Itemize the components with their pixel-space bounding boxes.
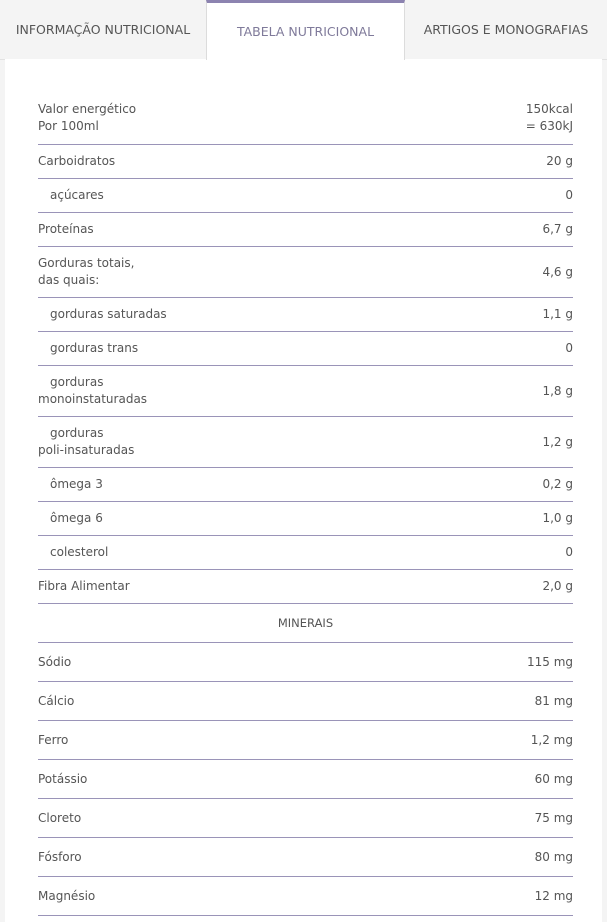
tab-informacao-nutricional[interactable]: INFORMAÇÃO NUTRICIONAL (15, 22, 191, 37)
table-row (38, 799, 573, 838)
row-label: Valor energético (38, 102, 137, 116)
table-row (38, 877, 573, 916)
row-label-sub: Por 100ml (38, 119, 99, 133)
row-label: Magnésio (38, 888, 96, 903)
row-label: ômega 3 (50, 477, 103, 491)
table-row (38, 213, 573, 247)
row-value: 1,8 g (542, 383, 573, 398)
table-row (38, 570, 573, 604)
table-row (38, 643, 573, 682)
row-value: 6,7 g (542, 222, 573, 236)
row-label: Cálcio (38, 693, 75, 708)
row-value: 0 (565, 188, 573, 202)
table-row (38, 760, 573, 799)
row-label-sub: poli-insaturadas (38, 443, 135, 457)
table-row (38, 682, 573, 721)
row-label-sub: das quais: (38, 273, 100, 287)
row-value: 20 g (546, 154, 573, 168)
table-row (38, 417, 573, 468)
row-label: açúcares (50, 188, 104, 202)
row-label: Fibra Alimentar (38, 579, 130, 593)
row-value: 0,2 g (542, 477, 573, 491)
row-value: 1,1 g (542, 307, 573, 321)
row-label: Ferro (38, 732, 69, 747)
tab-artigos-e-monografias[interactable]: ARTIGOS E MONOGRAFIAS (423, 22, 589, 37)
row-label: colesterol (50, 545, 109, 559)
table-row (38, 721, 573, 760)
row-value-sub: = 630kJ (525, 119, 573, 133)
table-row (38, 366, 573, 417)
row-label: Potássio (38, 771, 88, 786)
row-label: Fósforo (38, 849, 82, 864)
row-value: 1,2 mg (530, 732, 573, 747)
row-value: 150kcal (525, 102, 573, 116)
row-value: 0 (565, 341, 573, 355)
row-label: Carboidratos (38, 154, 116, 168)
row-label: gorduras trans (50, 341, 139, 355)
tab-bar (0, 0, 607, 60)
row-label: ômega 6 (50, 511, 103, 525)
row-value: 115 mg (526, 654, 573, 669)
row-label: gorduras (50, 426, 104, 440)
table-row (38, 247, 573, 298)
nutrition-table (38, 93, 573, 916)
row-label-sub: monoinstaturadas (38, 392, 148, 406)
row-value: 81 mg (534, 693, 573, 708)
tab-tabela-nutricional[interactable]: TABELA NUTRICIONAL (206, 0, 405, 60)
row-label: Gorduras totais, (38, 256, 135, 270)
row-value: 0 (565, 545, 573, 559)
table-row (38, 838, 573, 877)
table-row (38, 179, 573, 213)
row-value: 1,0 g (542, 511, 573, 525)
row-value: 60 mg (534, 771, 573, 786)
row-label: Sódio (38, 654, 72, 669)
row-value: 80 mg (534, 849, 573, 864)
table-row (38, 298, 573, 332)
table-row (38, 468, 573, 502)
table-row (38, 332, 573, 366)
row-label: Cloreto (38, 810, 82, 825)
row-value: 2,0 g (542, 579, 573, 593)
row-value: 12 mg (534, 888, 573, 903)
row-value: 75 mg (534, 810, 573, 825)
table-row (38, 145, 573, 179)
tab-panel (5, 59, 602, 922)
row-label: gorduras (50, 375, 104, 389)
row-label: Proteínas (38, 222, 94, 236)
section-heading-minerais: MINERAIS (38, 604, 573, 643)
row-value: 4,6 g (542, 264, 573, 279)
table-row (38, 536, 573, 570)
table-row (38, 502, 573, 536)
row-label: gorduras saturadas (50, 307, 167, 321)
table-row-valor-energetico (38, 93, 573, 145)
row-value: 1,2 g (542, 434, 573, 449)
